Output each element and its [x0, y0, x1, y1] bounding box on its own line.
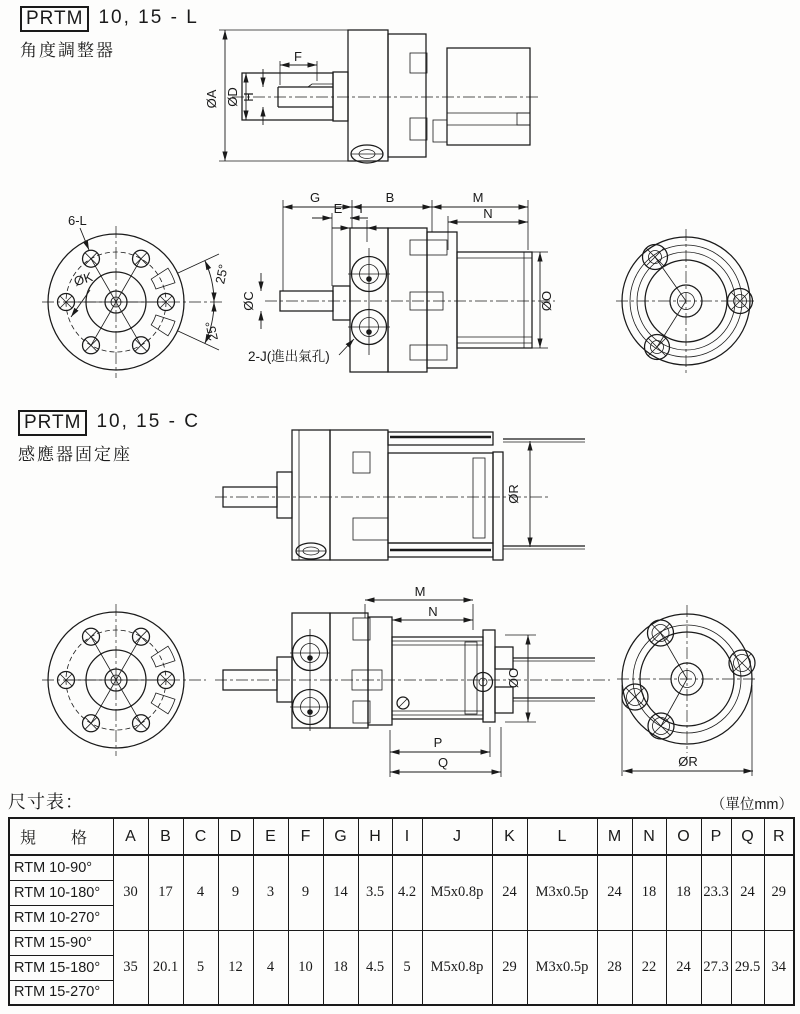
section-c-header: [18, 410, 200, 465]
table-row-rtm10-90: [9, 855, 794, 880]
section-c-subtitle: 感應器固定座: [18, 445, 132, 464]
col-header-o: O: [666, 818, 701, 855]
model-designation-c: 10, 15 - C: [96, 411, 200, 432]
port-body: [348, 228, 390, 372]
drawing-c-views: [10, 585, 790, 790]
section-c-title-row: [18, 410, 200, 436]
dim-label-m: M: [414, 584, 426, 599]
col-header-f: F: [288, 818, 323, 855]
value-cell-f: 10: [288, 930, 323, 1005]
col-header-j: J: [422, 818, 492, 855]
value-cell-c: 4: [183, 855, 218, 930]
value-cell-m: 24: [597, 855, 632, 930]
dim-dia-r: [622, 685, 753, 776]
value-cell-g: 18: [323, 930, 358, 1005]
dim-holes-callout: [68, 213, 89, 250]
drawing-l-views: [10, 180, 790, 390]
body-block: [330, 430, 388, 560]
shaft-step: [277, 657, 292, 702]
ports-callout-label: 2-J(進出氣孔): [248, 349, 330, 364]
dim-n: [392, 604, 473, 637]
mount-flange: [427, 232, 457, 368]
col-header-spec: 規 格: [9, 818, 113, 855]
dim-label-g: G: [309, 190, 321, 205]
value-cell-i: 5: [392, 930, 422, 1005]
dim-label-n: N: [483, 206, 493, 221]
dim-label-n: N: [428, 604, 438, 619]
value-cell-f: 9: [288, 855, 323, 930]
interlock-top: [410, 240, 447, 255]
value-cell-m: 28: [597, 930, 632, 1005]
body-mid-panel: [330, 613, 368, 728]
cylinder-with-sensor-rails: [388, 432, 503, 560]
value-cell-j: M5x0.8p: [422, 855, 492, 930]
value-cell-b: 17: [148, 855, 183, 930]
col-header-g: G: [323, 818, 358, 855]
value-cell-l: M3x0.5p: [527, 930, 597, 1005]
dimensions-table: [8, 817, 795, 1006]
col-header-k: K: [492, 818, 527, 855]
spec-cell: RTM 10-180°: [9, 880, 113, 905]
port-body: [290, 613, 330, 731]
cylinder-tube: [457, 252, 532, 348]
col-header-b: B: [148, 818, 183, 855]
dim-f: [280, 49, 317, 85]
value-cell-a: 30: [113, 855, 148, 930]
value-cell-p: 23.3: [701, 855, 731, 930]
dim-label-h: H: [241, 92, 256, 102]
section-l-title-row: [20, 6, 199, 32]
value-cell-h: 3.5: [358, 855, 392, 930]
col-header-p: P: [701, 818, 731, 855]
col-header-n: N: [632, 818, 666, 855]
dim-label-f: F: [294, 49, 302, 64]
value-cell-r: 29: [764, 855, 794, 930]
col-header-h: H: [358, 818, 392, 855]
dim-dia-o: [505, 635, 536, 722]
table-title: 尺寸表：: [8, 792, 84, 812]
value-cell-k: 24: [492, 855, 527, 930]
value-cell-e: 4: [253, 930, 288, 1005]
model-designation-l: 10, 15 - L: [98, 7, 199, 28]
dim-label-dia-d: ØD: [225, 87, 240, 107]
value-cell-j: M5x0.8p: [422, 930, 492, 1005]
value-cell-o: 18: [666, 855, 701, 930]
value-cell-l: M3x0.5p: [527, 855, 597, 930]
series-code-c: PRTM: [18, 410, 87, 436]
value-cell-n: 18: [632, 855, 666, 930]
dim-bolt-circle-callout: [71, 269, 95, 317]
dim-label-q: Q: [437, 755, 449, 770]
adjuster-screw: [351, 145, 383, 163]
col-header-i: I: [392, 818, 422, 855]
dim-label-m: M: [472, 190, 484, 205]
actuator-plan-view: [241, 190, 555, 372]
value-cell-h: 4.5: [358, 930, 392, 1005]
value-cell-b: 20.1: [148, 930, 183, 1005]
dim-label-p: P: [433, 735, 443, 750]
end-cap-front-view: [616, 229, 756, 373]
col-header-l: L: [527, 818, 597, 855]
col-header-m: M: [597, 818, 632, 855]
dim-label-holes: 6-L: [68, 213, 87, 228]
spec-cell: RTM 15-270°: [9, 980, 113, 1005]
dim-label-angle-lower: 25°: [202, 319, 221, 343]
dim-label-dia-c: ØC: [241, 291, 256, 311]
table-caption-row: [8, 788, 793, 814]
flange-front-view: [42, 604, 206, 756]
col-header-r: R: [764, 818, 794, 855]
actuator-plan-view: [215, 584, 610, 777]
section-l-subtitle: 角度調整器: [20, 41, 115, 60]
value-cell-r: 34: [764, 930, 794, 1005]
value-cell-o: 24: [666, 930, 701, 1005]
dim-b: [352, 190, 432, 232]
dim-label-dia-r: ØR: [678, 754, 698, 769]
dim-label-dia-a: ØA: [204, 89, 219, 109]
value-cell-q: 24: [731, 855, 764, 930]
value-cell-d: 9: [218, 855, 253, 930]
col-header-a: A: [113, 818, 148, 855]
interlock-bottom: [410, 345, 447, 360]
spec-cell: RTM 10-90°: [9, 855, 113, 880]
dim-m: [365, 584, 473, 630]
value-cell-e: 3: [253, 855, 288, 930]
dim-dia-r: [506, 441, 530, 547]
dim-label-i: I: [359, 201, 363, 216]
value-cell-d: 12: [218, 930, 253, 1005]
col-header-d: D: [218, 818, 253, 855]
table-row-rtm15-90: [9, 930, 794, 955]
sensor-wires: [513, 658, 595, 701]
value-cell-p: 27.3: [701, 930, 731, 1005]
spec-cell: RTM 15-180°: [9, 955, 113, 980]
value-cell-k: 29: [492, 930, 527, 1005]
value-cell-a: 35: [113, 930, 148, 1005]
shaft-collar: [277, 472, 292, 518]
spec-cell: RTM 10-270°: [9, 905, 113, 930]
dim-n: [448, 206, 528, 250]
dim-label-dia-o: ØO: [506, 667, 521, 689]
actuator-body-outline: [348, 30, 530, 161]
drawing-c-side-view: [200, 420, 600, 585]
dim-label-dia-o: ØO: [539, 290, 554, 312]
ports-callout: [248, 339, 354, 364]
dim-label-e: E: [333, 201, 343, 216]
dim-dia-o: [532, 252, 554, 348]
value-cell-n: 22: [632, 930, 666, 1005]
value-cell-i: 4.2: [392, 855, 422, 930]
end-cap-front-view: [617, 605, 757, 776]
value-cell-q: 29.5: [731, 930, 764, 1005]
shaft-outline: [242, 72, 348, 121]
col-header-q: Q: [731, 818, 764, 855]
dim-label-bolt-circle: ØK: [71, 269, 95, 290]
value-cell-g: 14: [323, 855, 358, 930]
cylinder-with-sensor-rails: [392, 630, 495, 722]
dim-label-b: B: [385, 190, 395, 205]
front-flange-block: [292, 430, 330, 560]
dim-m: [432, 190, 528, 250]
cap-bolt-holes: [622, 620, 755, 739]
unit-note: （單位mm）: [710, 797, 793, 813]
body-mid-panel: [388, 228, 427, 372]
series-code-l: PRTM: [20, 6, 89, 32]
mount-flange: [368, 617, 392, 725]
drawing-l-side-view: [190, 15, 610, 175]
section-l-header: [20, 6, 199, 61]
table-header-row: [9, 818, 794, 855]
col-header-e: E: [253, 818, 288, 855]
dim-label-angle-upper: 25°: [212, 262, 231, 286]
spec-cell: RTM 15-90°: [9, 930, 113, 955]
dim-dia-c: [241, 273, 261, 329]
shaft-step: [333, 286, 350, 320]
col-header-c: C: [183, 818, 218, 855]
value-cell-c: 5: [183, 930, 218, 1005]
flange-front-view: [42, 213, 231, 378]
dim-label-dia-r: ØR: [506, 484, 521, 504]
